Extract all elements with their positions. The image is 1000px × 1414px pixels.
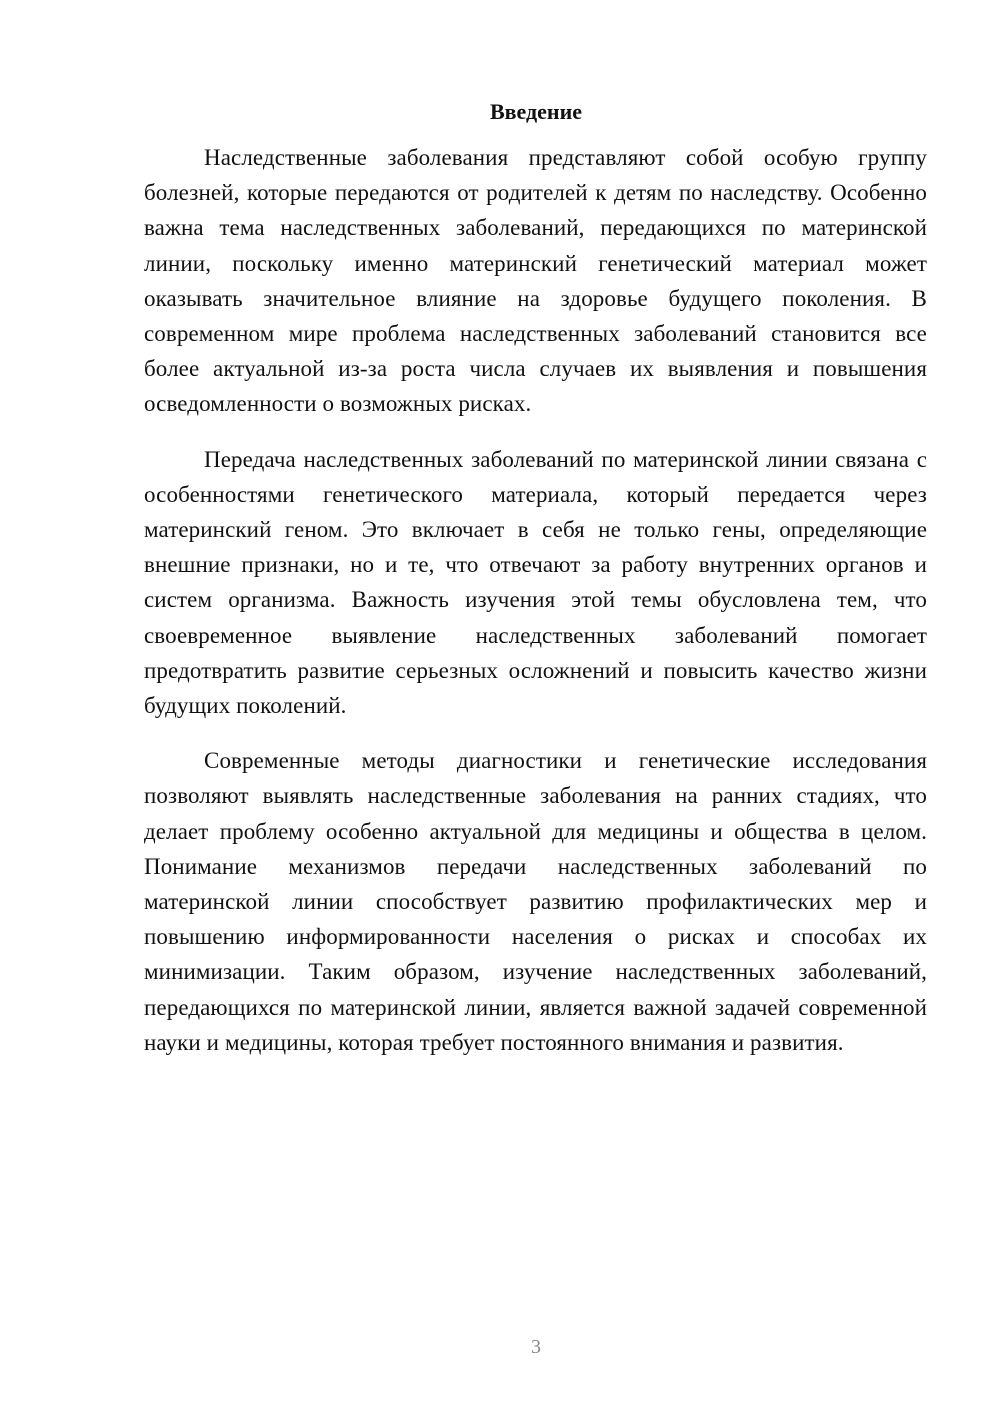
paragraph-1: Наследственные заболевания представляют собой особую группу болезней, которые передаются от родителей к детям по наследству. Особенно важна тема наследственных заболеваний, передающихся по материнской линии, поскольку именно материнский генетический материал может оказывать значительное влияние на здоровье будущего поколения. В современном мире проблема наследственных заболеваний становится все более актуальной из-за роста числа случаев их выявления и повышения осведомленности о возможных рисках. <box>144 145 927 417</box>
page-number: 3 <box>531 1336 541 1358</box>
paragraph-2: Передача наследственных заболеваний по материнской линии связана с особенностями генетического материала, который передается через материнский геном. Это включает в себя не только гены, определяющие внешние признаки, но и те, что отвечают за работу внутренних органов и систем организма. Важность изучения этой темы обусловлена тем, что своевременное выявление наследственных заболеваний помогает предотвратить развитие серьезных осложнений и повысить качество жизни будущих поколений. <box>144 446 927 719</box>
paragraph-3: Современные методы диагностики и генетические исследования позволяют выявлять наследственные заболевания на ранних стадиях, что делает проблему особенно актуальной для медицины и общества в целом. Понимание механизмов передачи наследственных заболеваний по материнской линии способствует развитию профилактических мер и повышению информированности населения о рисках и способах их минимизации. Таким образом, изучение наследственных заболеваний, передающихся по материнской линии, является важной задачей современной науки и медицины, которая требует постоянного внимания и развития. <box>144 748 927 1055</box>
section-heading: Введение <box>489 99 583 124</box>
body-text <box>144 140 927 1080</box>
